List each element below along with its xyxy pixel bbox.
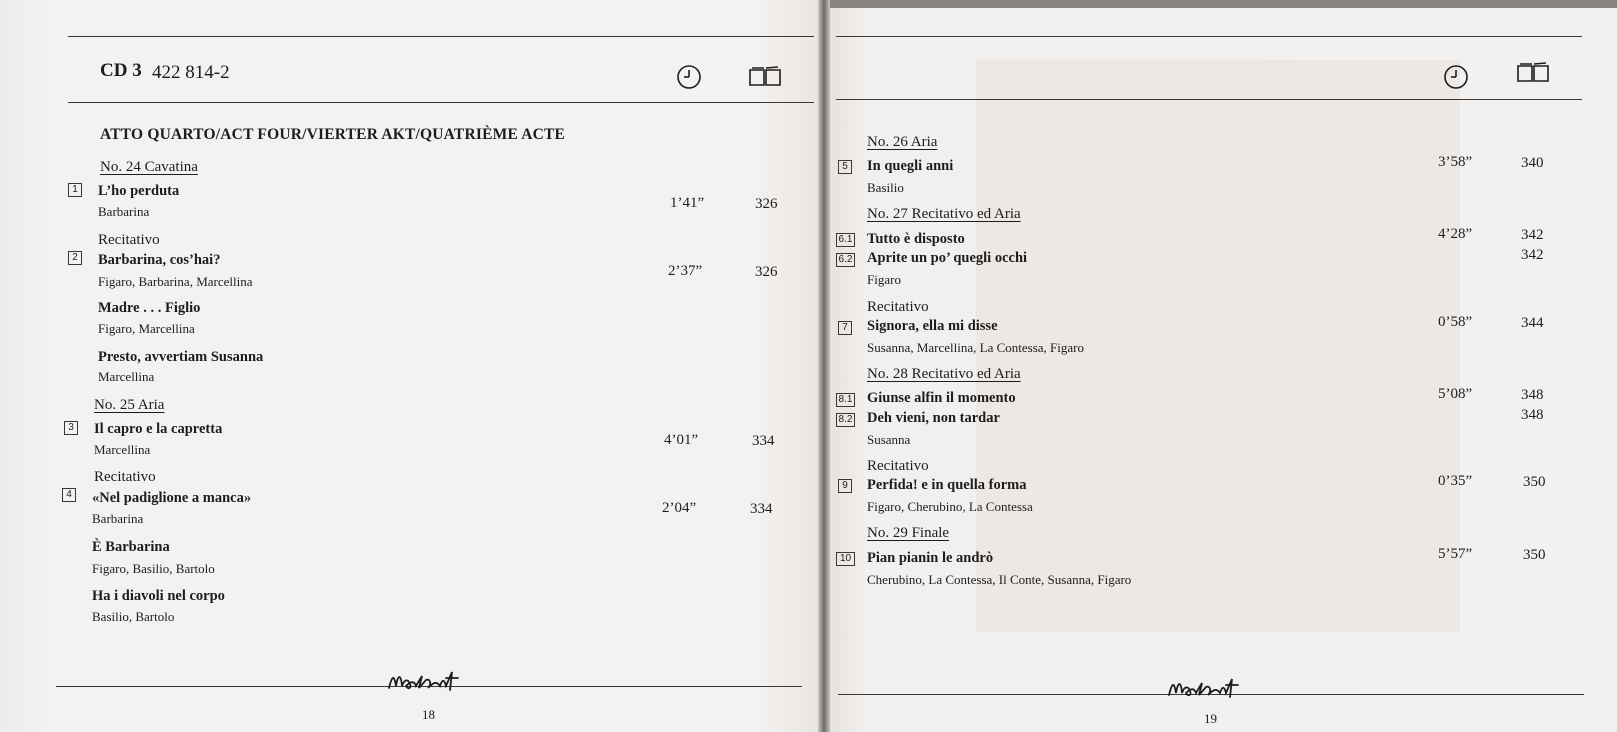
track-title: L’ho perduta	[98, 183, 180, 199]
catalog-number: 422 814-2	[152, 62, 230, 83]
book-icon	[1516, 62, 1550, 84]
track-number-box: 8.2	[836, 413, 855, 427]
performers: Susanna	[867, 432, 911, 447]
track-duration: 2’37”	[668, 263, 703, 279]
section-heading: No. 24 Cavatina	[100, 159, 198, 175]
sub-title: È Barbarina	[92, 539, 170, 555]
performers: Barbarina	[98, 204, 150, 219]
sub-title: Presto, avvertiam Susanna	[98, 349, 264, 365]
libretto-page: 334	[752, 433, 775, 449]
track-number-box: 6.2	[836, 253, 855, 267]
libretto-page: 348	[1521, 387, 1544, 403]
track-title: Aprite un po’ quegli occhi	[867, 250, 1028, 266]
libretto-page: 334	[750, 501, 773, 517]
libretto-page: 350	[1523, 474, 1546, 490]
track-number-box: 6.1	[836, 233, 855, 247]
sub-title: Ha i diavoli nel corpo	[92, 588, 225, 604]
track-number-box: 7	[838, 321, 852, 335]
mozart-signature-logo	[386, 666, 470, 696]
libretto-page: 326	[755, 196, 778, 212]
section-heading: No. 25 Aria	[94, 397, 165, 413]
track-title: Perfida! e in quella forma	[867, 477, 1027, 493]
libretto-page: 342	[1521, 227, 1544, 243]
performers: Figaro, Marcellina	[98, 321, 195, 336]
libretto-page: 344	[1521, 315, 1544, 331]
act-heading: ATTO QUARTO/ACT FOUR/VIERTER AKT/QUATRIÈME ACTE	[100, 126, 566, 143]
track-title: Giunse alfin il momento	[867, 390, 1016, 406]
track-number-box: 8.1	[836, 393, 855, 407]
cd-label: CD 3	[100, 60, 142, 81]
track-duration: 1’41”	[670, 195, 705, 211]
performers: Marcellina	[98, 369, 155, 384]
track-title: Barbarina, cos’hai?	[98, 252, 221, 268]
section-heading: No. 28 Recitativo ed Aria	[867, 366, 1021, 382]
top-rule	[68, 36, 814, 37]
performers: Barbarina	[92, 511, 144, 526]
track-duration: 0’58”	[1438, 314, 1473, 330]
track-duration: 0’35”	[1438, 473, 1473, 489]
track-duration: 3’58”	[1438, 154, 1473, 170]
performers: Figaro, Cherubino, La Contessa	[867, 499, 1033, 514]
page-number: 18	[422, 707, 435, 722]
track-duration: 4’28”	[1438, 226, 1473, 242]
section-heading: No. 27 Recitativo ed Aria	[867, 206, 1021, 222]
track-title: Deh vieni, non tardar	[867, 410, 1000, 426]
clock-icon	[676, 64, 702, 90]
top-rule	[836, 36, 1582, 37]
track-duration: 5’08”	[1438, 386, 1473, 402]
performers: Figaro	[867, 272, 901, 287]
sub-title: Madre . . . Figlio	[98, 300, 201, 316]
header-rule	[68, 102, 814, 103]
performers: Susanna, Marcellina, La Contessa, Figaro	[867, 340, 1084, 355]
track-type: Recitativo	[867, 299, 929, 315]
track-title: «Nel padiglione a manca»	[92, 490, 252, 506]
booklet-spine	[818, 0, 830, 732]
track-title: Signora, ella mi disse	[867, 318, 998, 334]
track-number-box: 10	[836, 552, 855, 566]
track-type: Recitativo	[867, 458, 929, 474]
header-rule	[836, 99, 1582, 100]
track-number-box: 4	[62, 488, 76, 502]
performers: Basilio, Bartolo	[92, 609, 175, 624]
track-title: Tutto è disposto	[867, 231, 965, 247]
section-heading: No. 26 Aria	[867, 134, 938, 150]
performers: Figaro, Barbarina, Marcellina	[98, 274, 253, 289]
track-duration: 2’04”	[662, 500, 697, 516]
track-number-box: 5	[838, 160, 852, 174]
mozart-signature-logo	[1166, 673, 1250, 703]
track-title: Il capro e la capretta	[94, 421, 223, 437]
track-duration: 4’01”	[664, 432, 699, 448]
libretto-page: 348	[1521, 407, 1544, 423]
performers: Basilio	[867, 180, 904, 195]
track-duration: 5’57”	[1438, 546, 1473, 562]
track-type: Recitativo	[94, 469, 156, 485]
performers: Cherubino, La Contessa, Il Conte, Susanna, Figaro	[867, 572, 1132, 587]
clock-icon	[1443, 64, 1469, 90]
track-number-box: 3	[64, 421, 78, 435]
book-icon	[748, 66, 782, 88]
performers: Figaro, Basilio, Bartolo	[92, 561, 215, 576]
track-type: Recitativo	[98, 232, 160, 248]
libretto-page: 326	[755, 264, 778, 280]
track-title: Pian pianin le andrò	[867, 550, 994, 566]
performers: Marcellina	[94, 442, 151, 457]
track-title: In quegli anni	[867, 158, 954, 174]
page-number: 19	[1204, 711, 1217, 726]
track-number-box: 9	[838, 479, 852, 493]
libretto-page: 342	[1521, 247, 1544, 263]
section-heading: No. 29 Finale	[867, 525, 950, 541]
track-number-box: 1	[68, 183, 82, 197]
libretto-page: 340	[1521, 155, 1544, 171]
libretto-page: 350	[1523, 547, 1546, 563]
track-number-box: 2	[68, 251, 82, 265]
